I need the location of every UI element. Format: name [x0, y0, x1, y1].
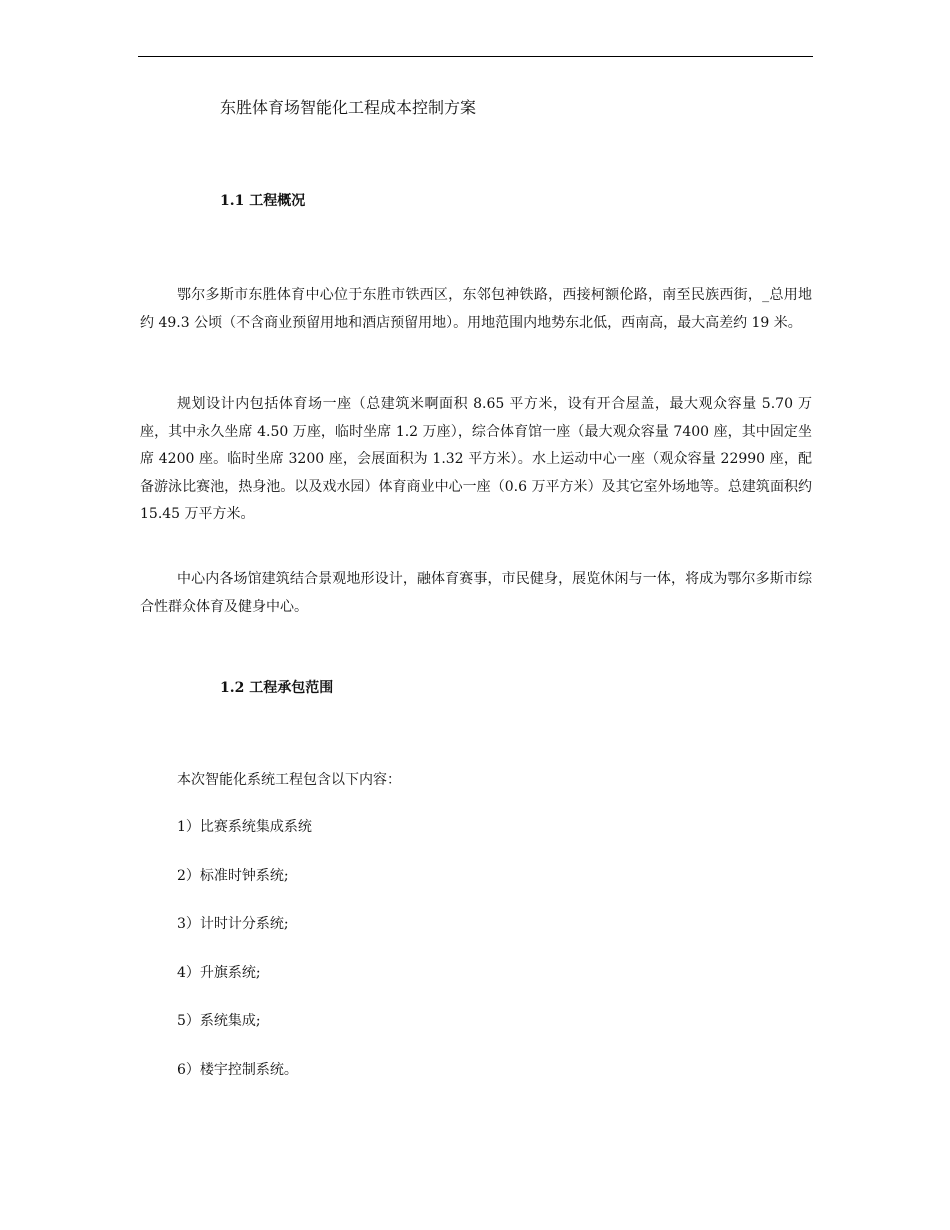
list-item: 1）比赛系统集成系统 [177, 819, 312, 835]
section-heading-project-overview: 1.1 工程概况 [220, 193, 306, 209]
paragraph-purpose: 中心内各场馆建筑结合景观地形设计，融体育赛事，市民健身，展览休闲与一体，将成为鄂尔多斯市综合性群众体育及健身中心。 [140, 571, 812, 615]
section-heading-contract-scope: 1.2 工程承包范围 [220, 680, 334, 696]
list-item: 6）楼宇控制系统。 [177, 1061, 298, 1078]
list-item: 2）标准时钟系统; [177, 867, 289, 884]
paragraph-planning: 规划设计内包括体育场一座（总建筑米啊面积 8.65 平方米，设有开合屋盖，最大观众容量 5.70 万座，其中永久坐席 4.50 万座，临时坐席 1.2 万座），综合体育馆一座（最大观众容量 7400 座，其中固定坐席 4200 座。临时坐席 3200 座，会展面积为 1.32 平方米）。水上运动中心一座（观众容量 22990 座，配备游泳比赛池，热身池。以及戏水园）体育商业中心一座（0.6 万平方米）及其它室外场地等。总建筑面积约 15.45 万平方米。 [140, 396, 812, 522]
scope-list [177, 817, 312, 1108]
paragraph-location: 鄂尔多斯市东胜体育中心位于东胜市铁西区，东邻包神铁路，西接柯额伦路，南至民族西街，_总用地约 49.3 公顷（不含商业预留用地和酒店预留用地）。用地范围内地势东北低，西南高，最大高差约 19 米。 [140, 287, 812, 331]
header-rule [138, 56, 813, 57]
list-item: 4）升旗系统; [177, 964, 261, 981]
document-title: 东胜体育场智能化工程成本控制方案 [220, 98, 477, 117]
list-item: 5）系统集成; [177, 1013, 261, 1029]
scope-intro: 本次智能化系统工程包含以下内容： [177, 772, 401, 788]
list-item: 3）计时计分系统; [177, 916, 289, 932]
